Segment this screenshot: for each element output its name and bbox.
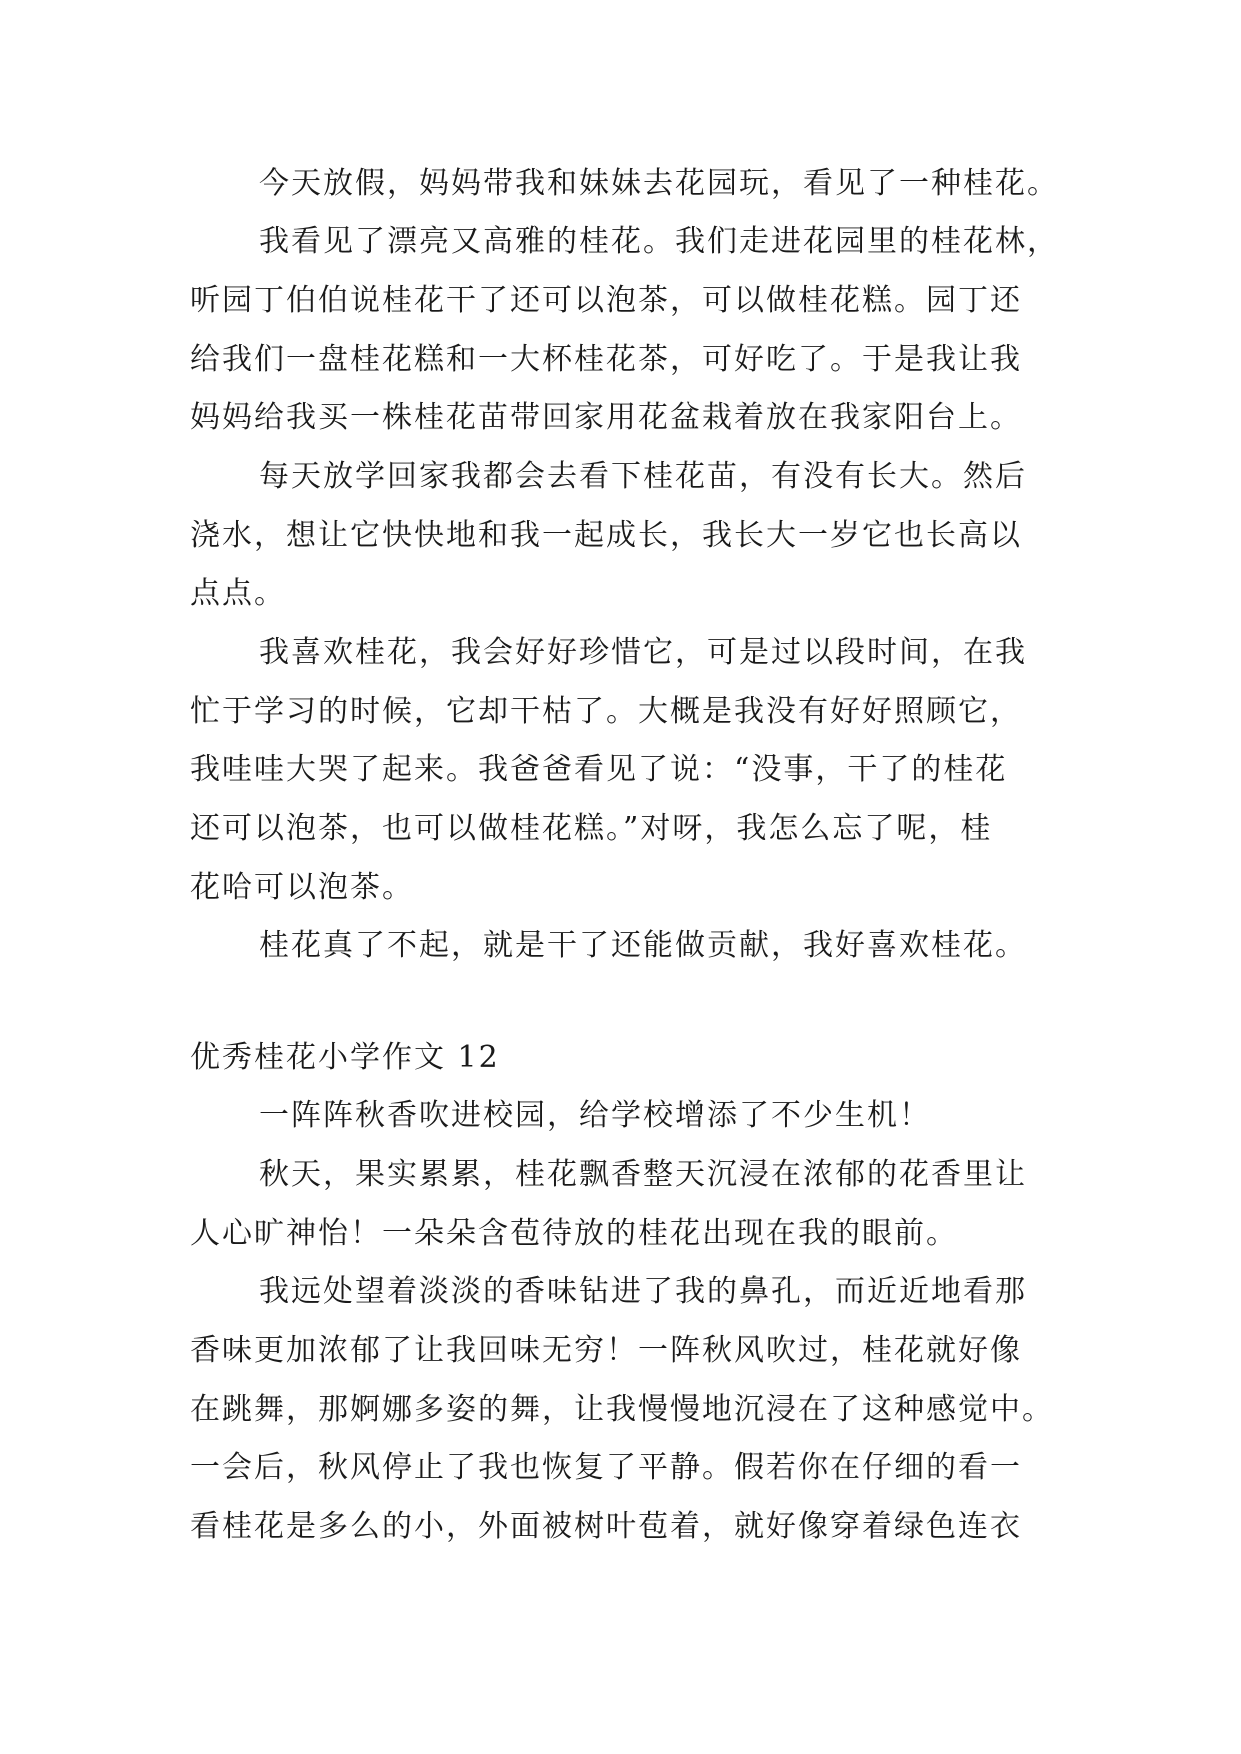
text-line: 给我们一盘桂花糕和一大杯桂花茶，可好吃了。于是我让我: [190, 342, 1022, 377]
text-line: 一会后，秋风停止了我也恢复了平静。假若你在仔细的看一: [190, 1450, 1022, 1485]
text-line: 一阵阵秋香吹进校园，给学校增添了不少生机！: [259, 1098, 931, 1133]
text-line: 我远处望着淡淡的香味钻进了我的鼻孔，而近近地看那: [259, 1274, 1027, 1309]
text-line: 看桂花是多么的小，外面被树叶苞着，就好像穿着绿色连衣: [190, 1509, 1022, 1544]
text-line: 人心旷神怡！一朵朵含苞待放的桂花出现在我的眼前。: [190, 1216, 958, 1251]
text-line: 花哈可以泡茶。: [190, 870, 414, 905]
text-line: 浇水，想让它快快地和我一起成长，我长大一岁它也长高以: [190, 518, 1022, 553]
text-line: 点点。: [190, 576, 286, 611]
text-line: 妈妈给我买一株桂花苗带回家用花盆栽着放在我家阳台上。: [190, 400, 1022, 435]
text-line: 桂花真了不起，就是干了还能做贡献，我好喜欢桂花。: [259, 928, 1027, 963]
text-line: 在跳舞，那婀娜多姿的舞，让我慢慢地沉浸在了这种感觉中。: [190, 1392, 1054, 1427]
text-line: 香味更加浓郁了让我回味无穷！一阵秋风吹过，桂花就好像: [190, 1333, 1022, 1368]
text-line: 我哇哇大哭了起来。我爸爸看见了说：“没事，干了的桂花: [190, 752, 1008, 787]
text-line: 听园丁伯伯说桂花干了还可以泡茶，可以做桂花糕。园丁还: [190, 283, 1022, 318]
text-line: 今天放假，妈妈带我和妹妹去花园玩，看见了一种桂花。: [259, 166, 1059, 201]
text-line: 还可以泡茶，也可以做桂花糕。”对呀，我怎么忘了呢，桂: [190, 811, 993, 846]
section-heading: 优秀桂花小学作文 12: [190, 1040, 500, 1075]
text-line: 忙于学习的时候，它却干枯了。大概是我没有好好照顾它，: [190, 694, 1022, 729]
text-line: 我喜欢桂花，我会好好珍惜它，可是过以段时间，在我: [259, 635, 1027, 670]
text-line: 秋天，果实累累，桂花飘香整天沉浸在浓郁的花香里让: [259, 1157, 1027, 1192]
text-line: 每天放学回家我都会去看下桂花苗，有没有长大。然后: [259, 459, 1027, 494]
text-line: 我看见了漂亮又高雅的桂花。我们走进花园里的桂花林，: [259, 224, 1059, 259]
